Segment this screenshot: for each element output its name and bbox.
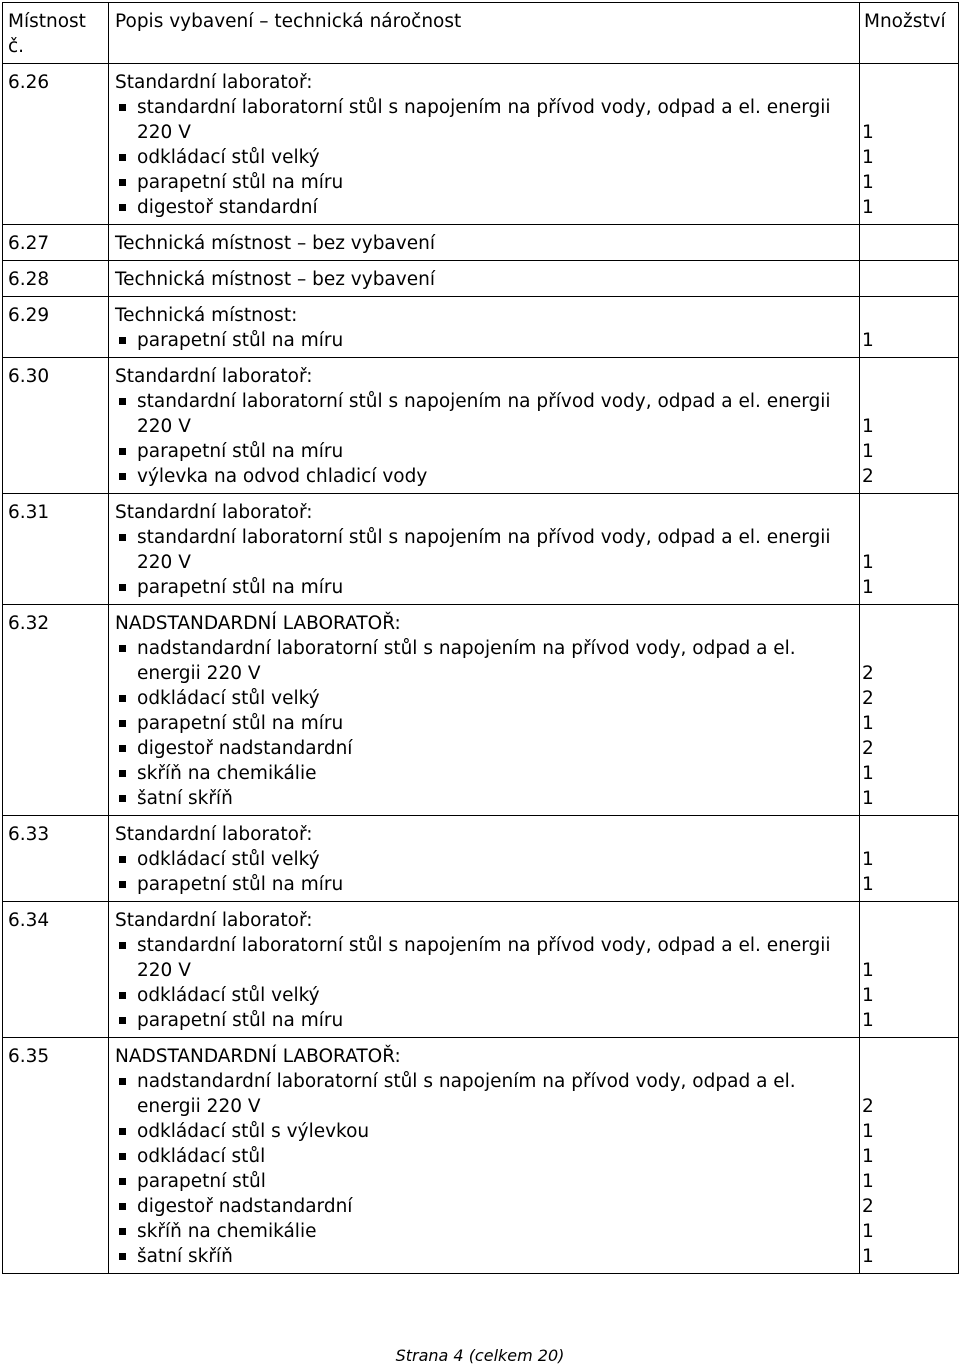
room-title: Standardní laboratoř: bbox=[115, 366, 313, 387]
equipment-item-text: odkládací stůl velký bbox=[137, 985, 320, 1006]
table-row bbox=[3, 494, 959, 605]
room-number-cell bbox=[3, 358, 109, 494]
equipment-item-text: standardní laboratorní stůl s napojením na přívod vody, odpad a el. energii 220 V bbox=[137, 97, 831, 143]
equipment-item-text: šatní skříň bbox=[137, 788, 233, 809]
room-number: 6.30 bbox=[8, 366, 50, 387]
quantity-value: 1 bbox=[862, 1010, 874, 1031]
equipment-item bbox=[115, 1144, 855, 1169]
quantity-value: 2 bbox=[862, 688, 874, 709]
quantity-value: 1 bbox=[862, 441, 874, 462]
quantity-cell bbox=[860, 494, 959, 605]
room-number: 6.35 bbox=[8, 1046, 50, 1067]
equipment-item bbox=[115, 575, 855, 600]
quantity-value: 1 bbox=[862, 1246, 874, 1267]
bullet-icon bbox=[115, 525, 137, 575]
equipment-item bbox=[115, 1069, 855, 1119]
bullet-icon bbox=[115, 1244, 137, 1269]
equipment-item-text: digestoř nadstandardní bbox=[137, 738, 353, 759]
quantity-cell bbox=[860, 902, 959, 1038]
equipment-item-text: parapetní stůl na míru bbox=[137, 874, 344, 895]
room-number-cell bbox=[3, 902, 109, 1038]
equipment-item bbox=[115, 736, 855, 761]
room-number: 6.27 bbox=[8, 233, 50, 254]
equipment-item bbox=[115, 636, 855, 686]
table-row bbox=[3, 225, 959, 261]
header-description: Popis vybavení – technická náročnost bbox=[109, 3, 860, 64]
equipment-item-text: odkládací stůl velký bbox=[137, 147, 320, 168]
description-cell bbox=[109, 297, 860, 358]
bullet-icon bbox=[115, 636, 137, 686]
bullet-icon bbox=[115, 389, 137, 439]
quantity-value: 1 bbox=[862, 985, 874, 1006]
quantity-value: 1 bbox=[862, 416, 874, 437]
table-row bbox=[3, 64, 959, 225]
room-number: 6.31 bbox=[8, 502, 50, 523]
description-cell bbox=[109, 902, 860, 1038]
bullet-icon bbox=[115, 686, 137, 711]
equipment-item-text: skříň na chemikálie bbox=[137, 763, 317, 784]
description-cell bbox=[109, 494, 860, 605]
table-row bbox=[3, 816, 959, 902]
equipment-item bbox=[115, 686, 855, 711]
quantity-cell bbox=[860, 358, 959, 494]
quantity-cell bbox=[860, 1038, 959, 1274]
room-title: NADSTANDARDNÍ LABORATOŘ: bbox=[115, 1046, 401, 1067]
bullet-icon bbox=[115, 439, 137, 464]
header-room-number: Místnost č. bbox=[3, 3, 109, 64]
quantity-value: 1 bbox=[862, 172, 874, 193]
equipment-item-text: nadstandardní laboratorní stůl s napojením na přívod vody, odpad a el. energii 220 V bbox=[137, 1071, 796, 1117]
bullet-icon bbox=[115, 464, 137, 489]
bullet-icon bbox=[115, 786, 137, 811]
quantity-cell bbox=[860, 225, 959, 261]
bullet-icon bbox=[115, 1219, 137, 1244]
equipment-item-text: standardní laboratorní stůl s napojením na přívod vody, odpad a el. energii 220 V bbox=[137, 527, 831, 573]
equipment-item-text: odkládací stůl bbox=[137, 1146, 266, 1167]
bullet-icon bbox=[115, 872, 137, 897]
quantity-value: 1 bbox=[862, 849, 874, 870]
quantity-value: 1 bbox=[862, 713, 874, 734]
quantity-value: 1 bbox=[862, 1146, 874, 1167]
equipment-item bbox=[115, 1194, 855, 1219]
equipment-item bbox=[115, 145, 855, 170]
equipment-item bbox=[115, 847, 855, 872]
equipment-item-text: odkládací stůl velký bbox=[137, 688, 320, 709]
quantity-value: 2 bbox=[862, 663, 874, 684]
table-row bbox=[3, 902, 959, 1038]
equipment-item-text: nadstandardní laboratorní stůl s napojením na přívod vody, odpad a el. energii 220 V bbox=[137, 638, 796, 684]
equipment-item-text: digestoř standardní bbox=[137, 197, 318, 218]
room-number-cell bbox=[3, 494, 109, 605]
bullet-icon bbox=[115, 575, 137, 600]
quantity-cell bbox=[860, 64, 959, 225]
room-title: Technická místnost: bbox=[115, 305, 298, 326]
table-row bbox=[3, 1038, 959, 1274]
room-number-cell bbox=[3, 261, 109, 297]
description-cell bbox=[109, 358, 860, 494]
equipment-item bbox=[115, 1244, 855, 1269]
room-number-cell bbox=[3, 605, 109, 816]
equipment-item bbox=[115, 389, 855, 439]
quantity-cell bbox=[860, 605, 959, 816]
bullet-icon bbox=[115, 1069, 137, 1119]
equipment-item bbox=[115, 711, 855, 736]
quantity-value: 1 bbox=[862, 147, 874, 168]
equipment-item bbox=[115, 872, 855, 897]
equipment-item bbox=[115, 95, 855, 145]
equipment-item-text: standardní laboratorní stůl s napojením na přívod vody, odpad a el. energii 220 V bbox=[137, 935, 831, 981]
quantity-value: 1 bbox=[862, 788, 874, 809]
quantity-value: 1 bbox=[862, 197, 874, 218]
description-cell bbox=[109, 816, 860, 902]
room-number-cell bbox=[3, 1038, 109, 1274]
room-number: 6.34 bbox=[8, 910, 50, 931]
quantity-value: 1 bbox=[862, 1221, 874, 1242]
equipment-item-text: skříň na chemikálie bbox=[137, 1221, 317, 1242]
quantity-value: 1 bbox=[862, 330, 874, 351]
equipment-item bbox=[115, 195, 855, 220]
header-quantity: Množství bbox=[860, 3, 959, 64]
room-title: Technická místnost – bez vybavení bbox=[115, 233, 435, 254]
equipment-item bbox=[115, 170, 855, 195]
quantity-value: 1 bbox=[862, 577, 874, 598]
room-number-cell bbox=[3, 64, 109, 225]
equipment-item bbox=[115, 328, 855, 353]
room-title: Standardní laboratoř: bbox=[115, 502, 313, 523]
room-number: 6.28 bbox=[8, 269, 50, 290]
quantity-value: 1 bbox=[862, 874, 874, 895]
equipment-item-text: šatní skříň bbox=[137, 1246, 233, 1267]
description-cell bbox=[109, 1038, 860, 1274]
room-number-cell bbox=[3, 297, 109, 358]
quantity-value: 1 bbox=[862, 1121, 874, 1142]
bullet-icon bbox=[115, 195, 137, 220]
quantity-value: 1 bbox=[862, 1171, 874, 1192]
table-row bbox=[3, 358, 959, 494]
equipment-item-text: parapetní stůl na míru bbox=[137, 330, 344, 351]
table-row bbox=[3, 297, 959, 358]
room-title: Technická místnost – bez vybavení bbox=[115, 269, 435, 290]
equipment-item bbox=[115, 786, 855, 811]
bullet-icon bbox=[115, 328, 137, 353]
equipment-item bbox=[115, 983, 855, 1008]
equipment-item-text: parapetní stůl na míru bbox=[137, 713, 344, 734]
description-cell bbox=[109, 605, 860, 816]
description-cell bbox=[109, 225, 860, 261]
bullet-icon bbox=[115, 847, 137, 872]
equipment-item bbox=[115, 1169, 855, 1194]
quantity-value: 1 bbox=[862, 552, 874, 573]
equipment-item bbox=[115, 525, 855, 575]
quantity-value: 2 bbox=[862, 466, 874, 487]
bullet-icon bbox=[115, 95, 137, 145]
bullet-icon bbox=[115, 170, 137, 195]
equipment-item-text: standardní laboratorní stůl s napojením na přívod vody, odpad a el. energii 220 V bbox=[137, 391, 831, 437]
room-number: 6.26 bbox=[8, 72, 50, 93]
room-title: NADSTANDARDNÍ LABORATOŘ: bbox=[115, 613, 401, 634]
bullet-icon bbox=[115, 1119, 137, 1144]
bullet-icon bbox=[115, 1144, 137, 1169]
bullet-icon bbox=[115, 933, 137, 983]
equipment-item bbox=[115, 933, 855, 983]
equipment-item-text: odkládací stůl velký bbox=[137, 849, 320, 870]
room-number: 6.32 bbox=[8, 613, 50, 634]
bullet-icon bbox=[115, 1169, 137, 1194]
page-footer: Strana 4 (celkem 20) bbox=[395, 1346, 565, 1365]
equipment-table bbox=[2, 2, 959, 1274]
room-title: Standardní laboratoř: bbox=[115, 824, 313, 845]
room-title: Standardní laboratoř: bbox=[115, 72, 313, 93]
bullet-icon bbox=[115, 711, 137, 736]
quantity-value: 2 bbox=[862, 1096, 874, 1117]
quantity-value: 2 bbox=[862, 738, 874, 759]
bullet-icon bbox=[115, 761, 137, 786]
room-number: 6.29 bbox=[8, 305, 50, 326]
room-number: 6.33 bbox=[8, 824, 50, 845]
quantity-value: 1 bbox=[862, 122, 874, 143]
equipment-item bbox=[115, 1008, 855, 1033]
table-row bbox=[3, 605, 959, 816]
equipment-item-text: parapetní stůl na míru bbox=[137, 441, 344, 462]
equipment-item-text: odkládací stůl s výlevkou bbox=[137, 1121, 370, 1142]
equipment-item-text: digestoř nadstandardní bbox=[137, 1196, 353, 1217]
quantity-value: 2 bbox=[862, 1196, 874, 1217]
equipment-item bbox=[115, 1119, 855, 1144]
quantity-value: 1 bbox=[862, 960, 874, 981]
equipment-item-text: parapetní stůl bbox=[137, 1171, 266, 1192]
quantity-cell bbox=[860, 297, 959, 358]
bullet-icon bbox=[115, 1008, 137, 1033]
equipment-item-text: parapetní stůl na míru bbox=[137, 577, 344, 598]
table-row bbox=[3, 261, 959, 297]
description-cell bbox=[109, 64, 860, 225]
equipment-item-text: výlevka na odvod chladicí vody bbox=[137, 466, 428, 487]
table-header-row bbox=[3, 3, 959, 64]
quantity-cell bbox=[860, 261, 959, 297]
bullet-icon bbox=[115, 983, 137, 1008]
bullet-icon bbox=[115, 145, 137, 170]
equipment-item-text: parapetní stůl na míru bbox=[137, 172, 344, 193]
room-number-cell bbox=[3, 225, 109, 261]
bullet-icon bbox=[115, 736, 137, 761]
equipment-item bbox=[115, 464, 855, 489]
quantity-cell bbox=[860, 816, 959, 902]
bullet-icon bbox=[115, 1194, 137, 1219]
equipment-item-text: parapetní stůl na míru bbox=[137, 1010, 344, 1031]
equipment-item bbox=[115, 439, 855, 464]
description-cell bbox=[109, 261, 860, 297]
equipment-item bbox=[115, 761, 855, 786]
equipment-item bbox=[115, 1219, 855, 1244]
room-title: Standardní laboratoř: bbox=[115, 910, 313, 931]
room-number-cell bbox=[3, 816, 109, 902]
quantity-value: 1 bbox=[862, 763, 874, 784]
